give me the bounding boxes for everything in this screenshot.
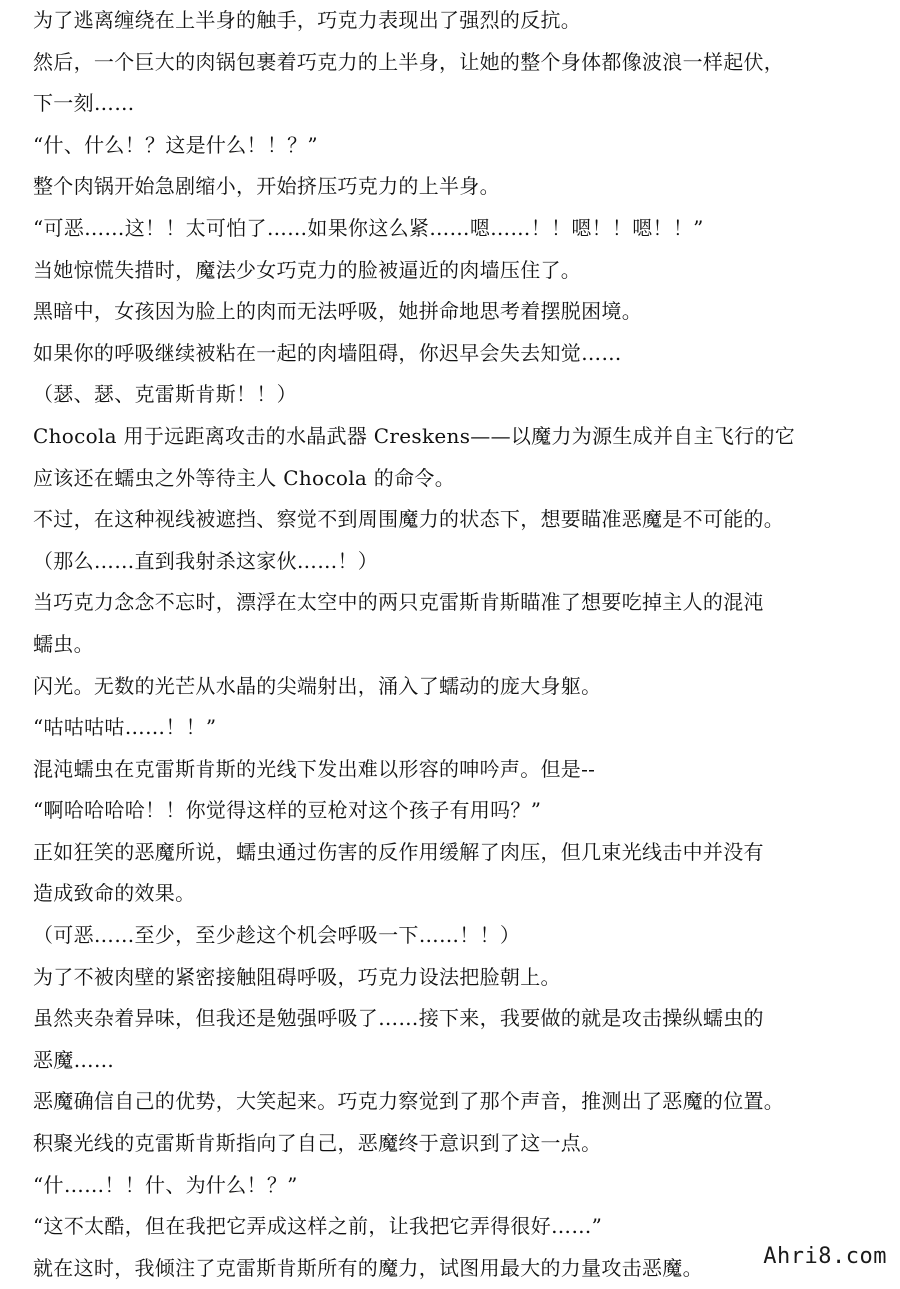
text-line: 为了逃离缠绕在上半身的触手，巧克力表现出了强烈的反抗。 <box>33 8 582 32</box>
text-line: 虽然夹杂着异味，但我还是勉强呼吸了……接下来，我要做的就是攻击操纵蠕虫的 <box>33 1006 764 1031</box>
text-line: 正如狂笑的恶魔所说，蠕虫通过伤害的反作用缓解了肉压，但几束光线击中并没有 <box>33 839 764 864</box>
text-line: 应该还在蠕虫之外等待主人 Chocola 的命令。 <box>33 465 456 490</box>
text-line: 当巧克力念念不忘时，漂浮在太空中的两只克雷斯肯斯瞄准了想要吃掉主人的混沌 <box>33 590 764 615</box>
text-line: 当她惊慌失措时，魔法少女巧克力的脸被逼近的肉墙压住了。 <box>33 257 582 282</box>
text-line: 闪光。无数的光芒从水晶的尖端射出，涌入了蠕动的庞大身躯。 <box>33 673 602 698</box>
text-line: 就在这时，我倾注了克雷斯肯斯所有的魔力，试图用最大的力量攻击恶魔。 <box>33 1255 703 1280</box>
text-line: 整个肉锅开始急剧缩小，开始挤压巧克力的上半身。 <box>33 174 500 199</box>
text-line: “这不太酷，但在我把它弄成这样之前，让我把它弄得很好……” <box>33 1214 603 1239</box>
text-line: 恶魔…… <box>33 1047 115 1072</box>
text-line: 造成致命的效果。 <box>33 881 196 906</box>
text-line: 恶魔确信自己的优势，大笑起来。巧克力察觉到了那个声音，推测出了恶魔的位置。 <box>33 1089 785 1114</box>
text-line: “可恶……这！！太可怕了……如果你这么紧……嗯……！！嗯！！嗯！！” <box>33 215 704 240</box>
text-line: “啊哈哈哈哈！！你觉得这样的豆枪对这个孩子有用吗？” <box>33 798 542 823</box>
site-watermark: Ahri8.com <box>760 1244 890 1269</box>
text-line: “什……！！什、为什么！？” <box>33 1172 298 1197</box>
text-line: （可恶……至少，至少趁这个机会呼吸一下……！！） <box>33 923 521 948</box>
text-line: 不过，在这种视线被遮挡、察觉不到周围魔力的状态下，想要瞄准恶魔是不可能的。 <box>33 507 785 532</box>
text-line: 混沌蠕虫在克雷斯肯斯的光线下发出难以形容的呻吟声。但是-- <box>33 756 596 781</box>
text-line: “咕咕咕咕……！！” <box>33 715 217 740</box>
text-line: 下一刻…… <box>33 91 135 116</box>
text-line: Chocola 用于远距离攻击的水晶武器 Creskens——以魔力为源生成并自主飞行的它 <box>33 423 796 448</box>
text-line: 如果你的呼吸继续被粘在一起的肉墙阻碍，你迟早会失去知觉…… <box>33 340 622 365</box>
document-text-block <box>33 0 883 1289</box>
text-line: 积聚光线的克雷斯肯斯指向了自己，恶魔终于意识到了这一点。 <box>33 1131 602 1156</box>
text-line: 然后，一个巨大的肉锅包裹着巧克力的上半身，让她的整个身体都像波浪一样起伏， <box>33 49 785 74</box>
text-line: 黑暗中，女孩因为脸上的肉而无法呼吸，她拼命地思考着摆脱困境。 <box>33 299 642 324</box>
text-line: 为了不被肉壁的紧密接触阻碍呼吸，巧克力设法把脸朝上。 <box>33 964 561 989</box>
text-line: （瑟、瑟、克雷斯肯斯！！） <box>33 382 297 407</box>
text-line: 蠕虫。 <box>33 631 94 656</box>
text-line: （那么……直到我射杀这家伙……！） <box>33 548 379 573</box>
text-line: “什、什么！？这是什么！！？” <box>33 132 318 157</box>
